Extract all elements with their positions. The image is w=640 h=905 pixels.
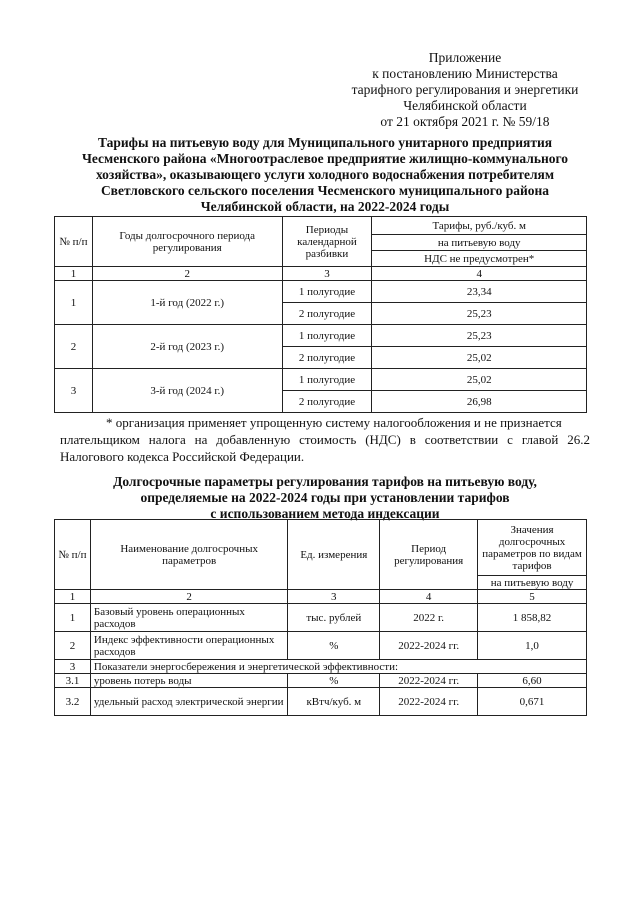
title-line: с использованием метода индексации — [210, 506, 440, 521]
row-num: 2 — [55, 632, 91, 660]
row-period: 1 полугодие — [282, 281, 372, 303]
header-unit: Ед. измерения — [288, 520, 380, 590]
row-year: 1-й год (2022 г.) — [92, 281, 282, 325]
row-period: 2 полугодие — [282, 391, 372, 413]
row-value: 25,23 — [372, 303, 587, 325]
row-period: 2022 г. — [380, 604, 478, 632]
colnum: 1 — [55, 267, 93, 281]
title-line: хозяйства», оказывающего услуги холодного водоснабжения потребителям — [95, 167, 555, 182]
colnum: 3 — [288, 590, 380, 604]
row-unit: % — [288, 632, 380, 660]
row-period: 1 полугодие — [282, 369, 372, 391]
row-value: 25,23 — [372, 325, 587, 347]
header-tariffs: Тарифы, руб./куб. м — [372, 217, 587, 235]
header-num: № п/п — [55, 217, 93, 267]
row-value: 6,60 — [478, 674, 587, 688]
row-value: 25,02 — [372, 347, 587, 369]
title-line: Светловского сельского поселения Чесменского муниципального района — [100, 183, 550, 198]
title-line: Тарифы на питьевую воду для Муниципального унитарного предприятия — [97, 135, 553, 150]
colnum: 5 — [478, 590, 587, 604]
row-name: Индекс эффективности операционных расходов — [90, 632, 287, 660]
footnote-rest: плательщиком налога на добавленную стоимость (НДС) в соответствии с главой 26.2 Налогового кодекса Российской Федерации. — [60, 432, 590, 464]
appendix-line: Приложение — [428, 50, 502, 65]
row-value: 1,0 — [478, 632, 587, 660]
colnum: 4 — [380, 590, 478, 604]
title-line: Челябинской области, на 2022-2024 годы — [200, 199, 450, 214]
row-period: 2022-2024 гг. — [380, 632, 478, 660]
header-name: Наименование долгосрочных параметров — [90, 520, 287, 590]
row-num: 1 — [55, 604, 91, 632]
colnum: 3 — [282, 267, 372, 281]
colnum: 2 — [90, 590, 287, 604]
header-period: Период регулирования — [380, 520, 478, 590]
footnote-line-1: * организация применяет упрощенную систему налогообложения и не признается — [106, 415, 562, 430]
header-periods: Периоды календарной разбивки — [282, 217, 372, 267]
header-vat: НДС не предусмотрен* — [372, 251, 587, 267]
colnum: 4 — [372, 267, 587, 281]
parameters-table — [54, 519, 587, 716]
appendix-line: тарифного регулирования и энергетики — [351, 82, 579, 97]
row-value: 26,98 — [372, 391, 587, 413]
row-num: 3.2 — [55, 688, 91, 716]
row-year: 3-й год (2024 г.) — [92, 369, 282, 413]
title-line: определяемые на 2022-2024 годы при установлении тарифов — [140, 490, 510, 505]
appendix-line: к постановлению Министерства — [372, 66, 558, 81]
appendix-line: от 21 октября 2021 г. № 59/18 — [380, 114, 550, 129]
row-unit: % — [288, 674, 380, 688]
row-name: удельный расход электрической энергии — [90, 688, 287, 716]
row-unit: тыс. рублей — [288, 604, 380, 632]
header-water: на питьевую воду — [478, 576, 587, 590]
row-period: 2022-2024 гг. — [380, 674, 478, 688]
tariffs-title — [60, 135, 590, 215]
appendix-line: Челябинской области — [403, 98, 527, 113]
row-value: 1 858,82 — [478, 604, 587, 632]
row-period: 2022-2024 гг. — [380, 688, 478, 716]
row-name: Базовый уровень операционных расходов — [90, 604, 287, 632]
header-num: № п/п — [55, 520, 91, 590]
row-num: 1 — [55, 281, 93, 325]
title-line: Чесменского района «Многоотраслевое предприятие жилищно-коммунального — [81, 151, 569, 166]
colnum: 1 — [55, 590, 91, 604]
row-period: 1 полугодие — [282, 325, 372, 347]
row-value: 23,34 — [372, 281, 587, 303]
row-value: 0,671 — [478, 688, 587, 716]
section-num: 3 — [55, 660, 91, 674]
row-num: 2 — [55, 325, 93, 369]
header-years: Годы долгосрочного периода регулирования — [92, 217, 282, 267]
vat-footnote — [60, 414, 590, 465]
title-line: Долгосрочные параметры регулирования тарифов на питьевую воду, — [113, 474, 537, 489]
row-period: 2 полугодие — [282, 303, 372, 325]
row-name: уровень потерь воды — [90, 674, 287, 688]
row-unit: кВтч/куб. м — [288, 688, 380, 716]
parameters-title — [60, 474, 590, 522]
tariffs-table — [54, 216, 587, 413]
row-period: 2 полугодие — [282, 347, 372, 369]
section-label: Показатели энергосбережения и энергетической эффективности: — [90, 660, 586, 674]
row-num: 3.1 — [55, 674, 91, 688]
appendix-header — [330, 50, 600, 130]
row-year: 2-й год (2023 г.) — [92, 325, 282, 369]
colnum: 2 — [92, 267, 282, 281]
row-num: 3 — [55, 369, 93, 413]
row-value: 25,02 — [372, 369, 587, 391]
header-values: Значения долгосрочных параметров по видам тарифов — [478, 520, 587, 576]
header-water: на питьевую воду — [372, 235, 587, 251]
